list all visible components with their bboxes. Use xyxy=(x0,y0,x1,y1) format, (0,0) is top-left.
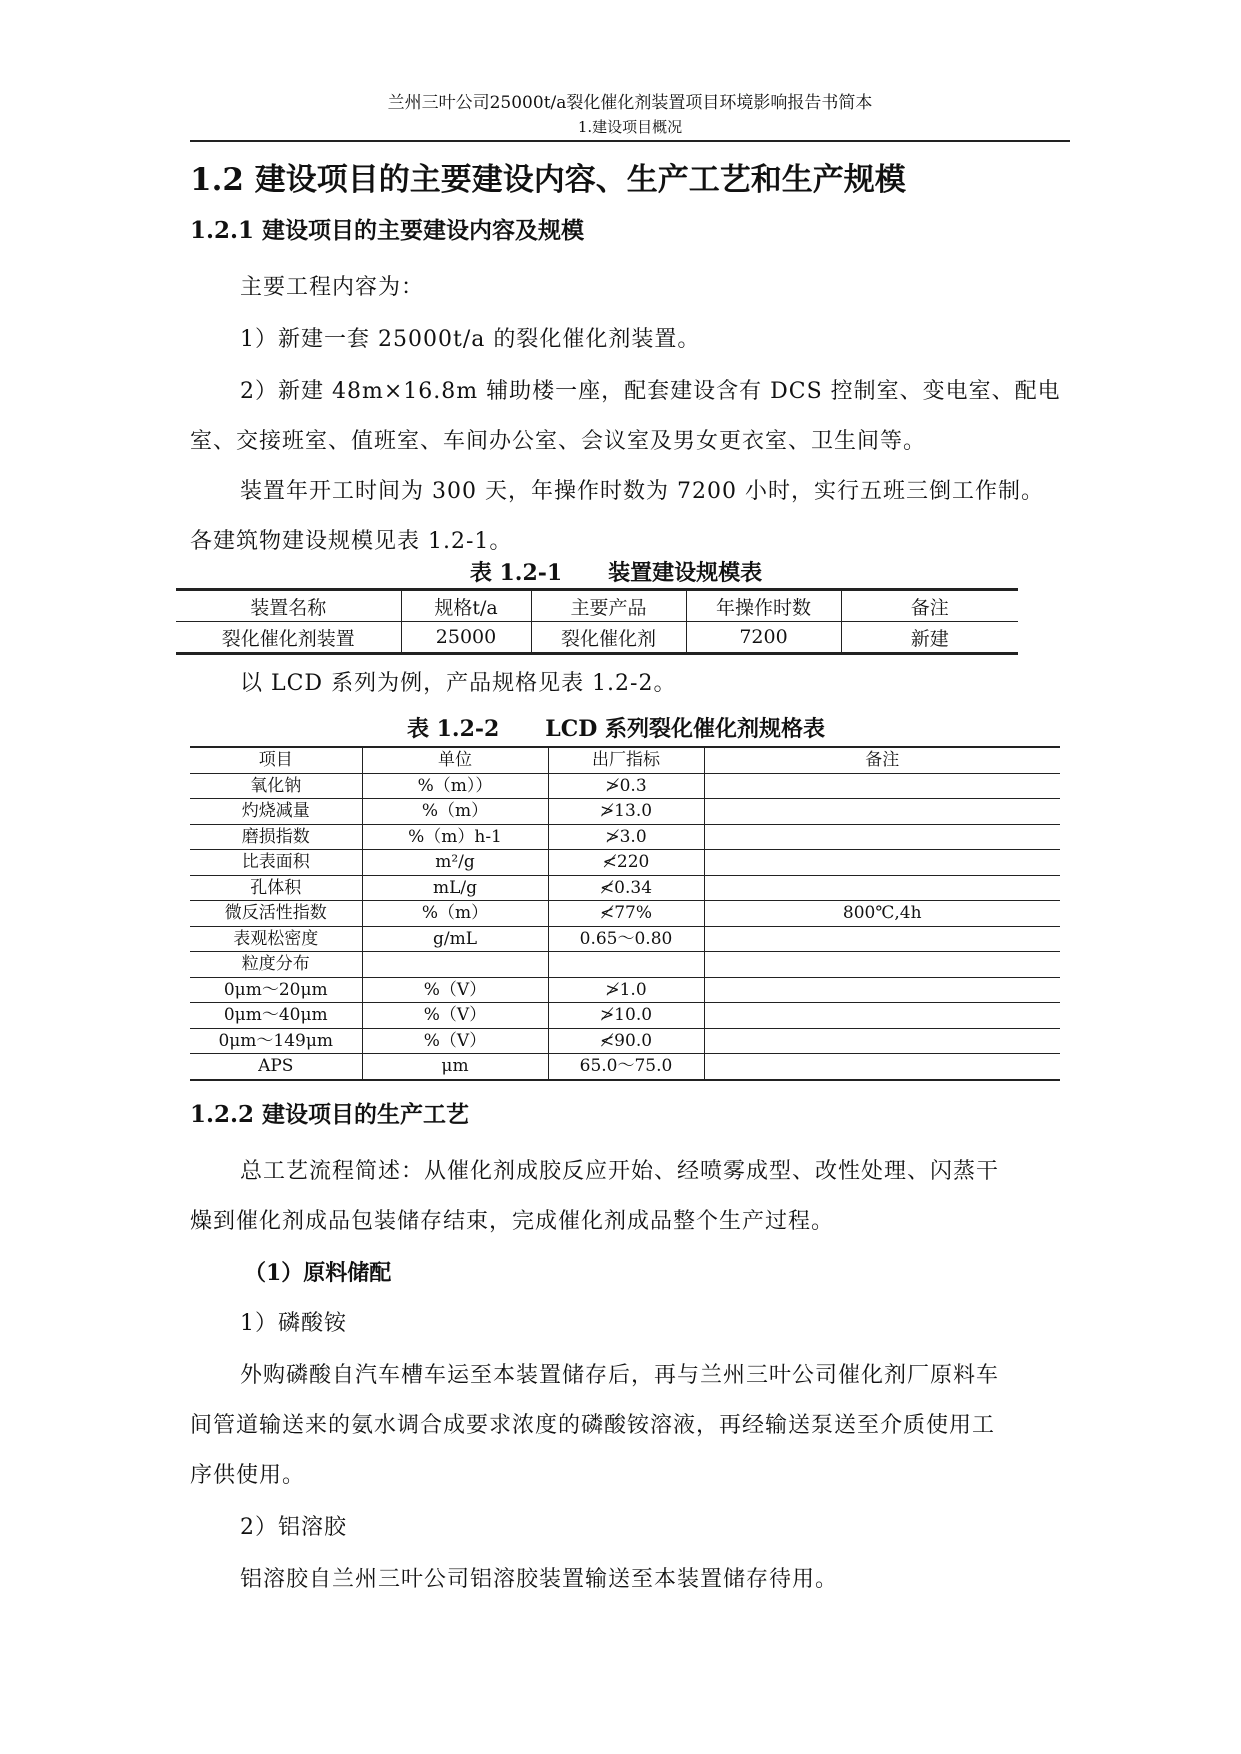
table-cell: 裂化催化剂装置 xyxy=(176,622,401,654)
table-header-row xyxy=(176,590,1018,622)
table-cell: ≯3.0 xyxy=(548,824,704,850)
table-cell xyxy=(362,952,548,978)
table-cell: 7200 xyxy=(686,622,841,654)
table-cell: %（m）） xyxy=(362,773,548,799)
table-header-cell: 出厂指标 xyxy=(548,747,704,773)
table-row xyxy=(190,952,1060,978)
table-cell: 比表面积 xyxy=(190,850,362,876)
table-header-cell: 主要产品 xyxy=(531,590,686,622)
paragraph: 间管道输送来的氨水调合成要求浓度的磷酸铵溶液，再经输送泵送至介质使用工 xyxy=(190,1413,996,1438)
table-cell: %（V） xyxy=(362,1028,548,1054)
paragraph: 外购磷酸自汽车槽车运至本装置储存后，再与兰州三叶公司催化剂厂原料车 xyxy=(240,1363,1000,1388)
table-cell: 孔体积 xyxy=(190,875,362,901)
table-cell: 800℃,4h xyxy=(704,901,1060,927)
table-row xyxy=(176,622,1018,654)
paragraph: 室、交接班室、值班室、车间办公室、会议室及男女更衣室、卫生间等。 xyxy=(190,429,927,454)
table-cell xyxy=(704,952,1060,978)
table-row xyxy=(190,1054,1060,1080)
table-cell: %（V） xyxy=(362,1003,548,1029)
table-cell xyxy=(548,952,704,978)
table-cell: ≮90.0 xyxy=(548,1028,704,1054)
table-cell: APS xyxy=(190,1054,362,1080)
table-cell: %（m） xyxy=(362,799,548,825)
table-row xyxy=(190,901,1060,927)
table-row xyxy=(190,773,1060,799)
subsection-title-1: 1.2.1 建设项目的主要建设内容及规模 xyxy=(190,217,585,244)
table-cell xyxy=(704,799,1060,825)
table-header-cell: 装置名称 xyxy=(176,590,401,622)
table-cell: ≯1.0 xyxy=(548,977,704,1003)
table-cell xyxy=(704,824,1060,850)
table-cell xyxy=(704,1054,1060,1080)
table-cell: ≮0.34 xyxy=(548,875,704,901)
paragraph: 铝溶胶自兰州三叶公司铝溶胶装置输送至本装置储存待用。 xyxy=(240,1567,839,1592)
table-cell: 0.65～0.80 xyxy=(548,926,704,952)
table-header-cell: 规格t/a xyxy=(401,590,531,622)
paragraph: 燥到催化剂成品包装储存结束，完成催化剂成品整个生产过程。 xyxy=(190,1209,835,1234)
table-cell: 0μm～40μm xyxy=(190,1003,362,1029)
table-cell xyxy=(704,1028,1060,1054)
subsection-title-2: 1.2.2 建设项目的生产工艺 xyxy=(190,1101,470,1128)
table-header-cell: 项目 xyxy=(190,747,362,773)
table-header-cell: 备注 xyxy=(704,747,1060,773)
table-row xyxy=(190,824,1060,850)
table-header-cell: 备注 xyxy=(841,590,1018,622)
table-cell: 裂化催化剂 xyxy=(531,622,686,654)
table-cell: mL/g xyxy=(362,875,548,901)
table-2 xyxy=(190,746,1060,1081)
table-caption-2: 表 1.2-2 LCD 系列裂化催化剂规格表 xyxy=(406,716,826,742)
header-rule xyxy=(190,140,1070,142)
table-row xyxy=(190,799,1060,825)
table-cell: m²/g xyxy=(362,850,548,876)
table-cell xyxy=(704,1003,1060,1029)
table-row xyxy=(190,850,1060,876)
list-item: 2）铝溶胶 xyxy=(240,1515,347,1540)
table-cell: 65.0～75.0 xyxy=(548,1054,704,1080)
table-header-cell: 年操作时数 xyxy=(686,590,841,622)
paragraph: 装置年开工时间为 300 天，年操作时数为 7200 小时，实行五班三倒工作制。 xyxy=(240,479,1044,504)
table-header-cell: 单位 xyxy=(362,747,548,773)
table-cell: %（V） xyxy=(362,977,548,1003)
table-cell: 灼烧减量 xyxy=(190,799,362,825)
process-heading: （1）原料储配 xyxy=(244,1260,392,1286)
table-cell: %（m） xyxy=(362,901,548,927)
paragraph: 序供使用。 xyxy=(190,1463,306,1488)
table-cell: 氧化钠 xyxy=(190,773,362,799)
table-1 xyxy=(176,588,1018,655)
table-row xyxy=(190,1003,1060,1029)
table-cell: ≯13.0 xyxy=(548,799,704,825)
table-cell: 新建 xyxy=(841,622,1018,654)
paragraph: 主要工程内容为： xyxy=(240,275,425,300)
table-cell xyxy=(704,977,1060,1003)
table-cell: 0μm～149μm xyxy=(190,1028,362,1054)
table-cell: 表观松密度 xyxy=(190,926,362,952)
table-cell: ≯10.0 xyxy=(548,1003,704,1029)
table-cell: 0μm～20μm xyxy=(190,977,362,1003)
section-title: 1.2 建设项目的主要建设内容、生产工艺和生产规模 xyxy=(190,162,906,198)
table-cell xyxy=(704,926,1060,952)
table-cell: 25000 xyxy=(401,622,531,654)
table-cell: 微反活性指数 xyxy=(190,901,362,927)
paragraph: 以 LCD 系列为例，产品规格见表 1.2-2。 xyxy=(240,671,677,696)
table-cell: ≮220 xyxy=(548,850,704,876)
table-cell xyxy=(704,875,1060,901)
table-cell: 磨损指数 xyxy=(190,824,362,850)
table-cell: μm xyxy=(362,1054,548,1080)
running-header-chapter: 1.建设项目概况 xyxy=(577,118,683,136)
table-cell xyxy=(704,850,1060,876)
table-cell: %（m）h-1 xyxy=(362,824,548,850)
paragraph: 总工艺流程简述：从催化剂成胶反应开始、经喷雾成型、改性处理、闪蒸干 xyxy=(240,1159,1000,1184)
running-header-title: 兰州三叶公司25000t/a裂化催化剂装置项目环境影响报告书简本 xyxy=(387,93,873,113)
paragraph: 各建筑物建设规模见表 1.2-1。 xyxy=(190,529,513,554)
table-header-row xyxy=(190,747,1060,773)
table-cell: ≮77% xyxy=(548,901,704,927)
table-row xyxy=(190,977,1060,1003)
table-caption-1: 表 1.2-1 装置建设规模表 xyxy=(469,560,763,586)
table-row xyxy=(190,926,1060,952)
table-row xyxy=(190,1028,1060,1054)
table-row xyxy=(190,875,1060,901)
paragraph: 1）新建一套 25000t/a 的裂化催化剂装置。 xyxy=(240,327,701,352)
table-cell xyxy=(704,773,1060,799)
paragraph: 2）新建 48m×16.8m 辅助楼一座，配套建设含有 DCS 控制室、变电室、配电 xyxy=(240,379,1061,404)
table-cell: ≯0.3 xyxy=(548,773,704,799)
table-cell: 粒度分布 xyxy=(190,952,362,978)
list-item: 1）磷酸铵 xyxy=(240,1311,347,1336)
table-cell: g/mL xyxy=(362,926,548,952)
